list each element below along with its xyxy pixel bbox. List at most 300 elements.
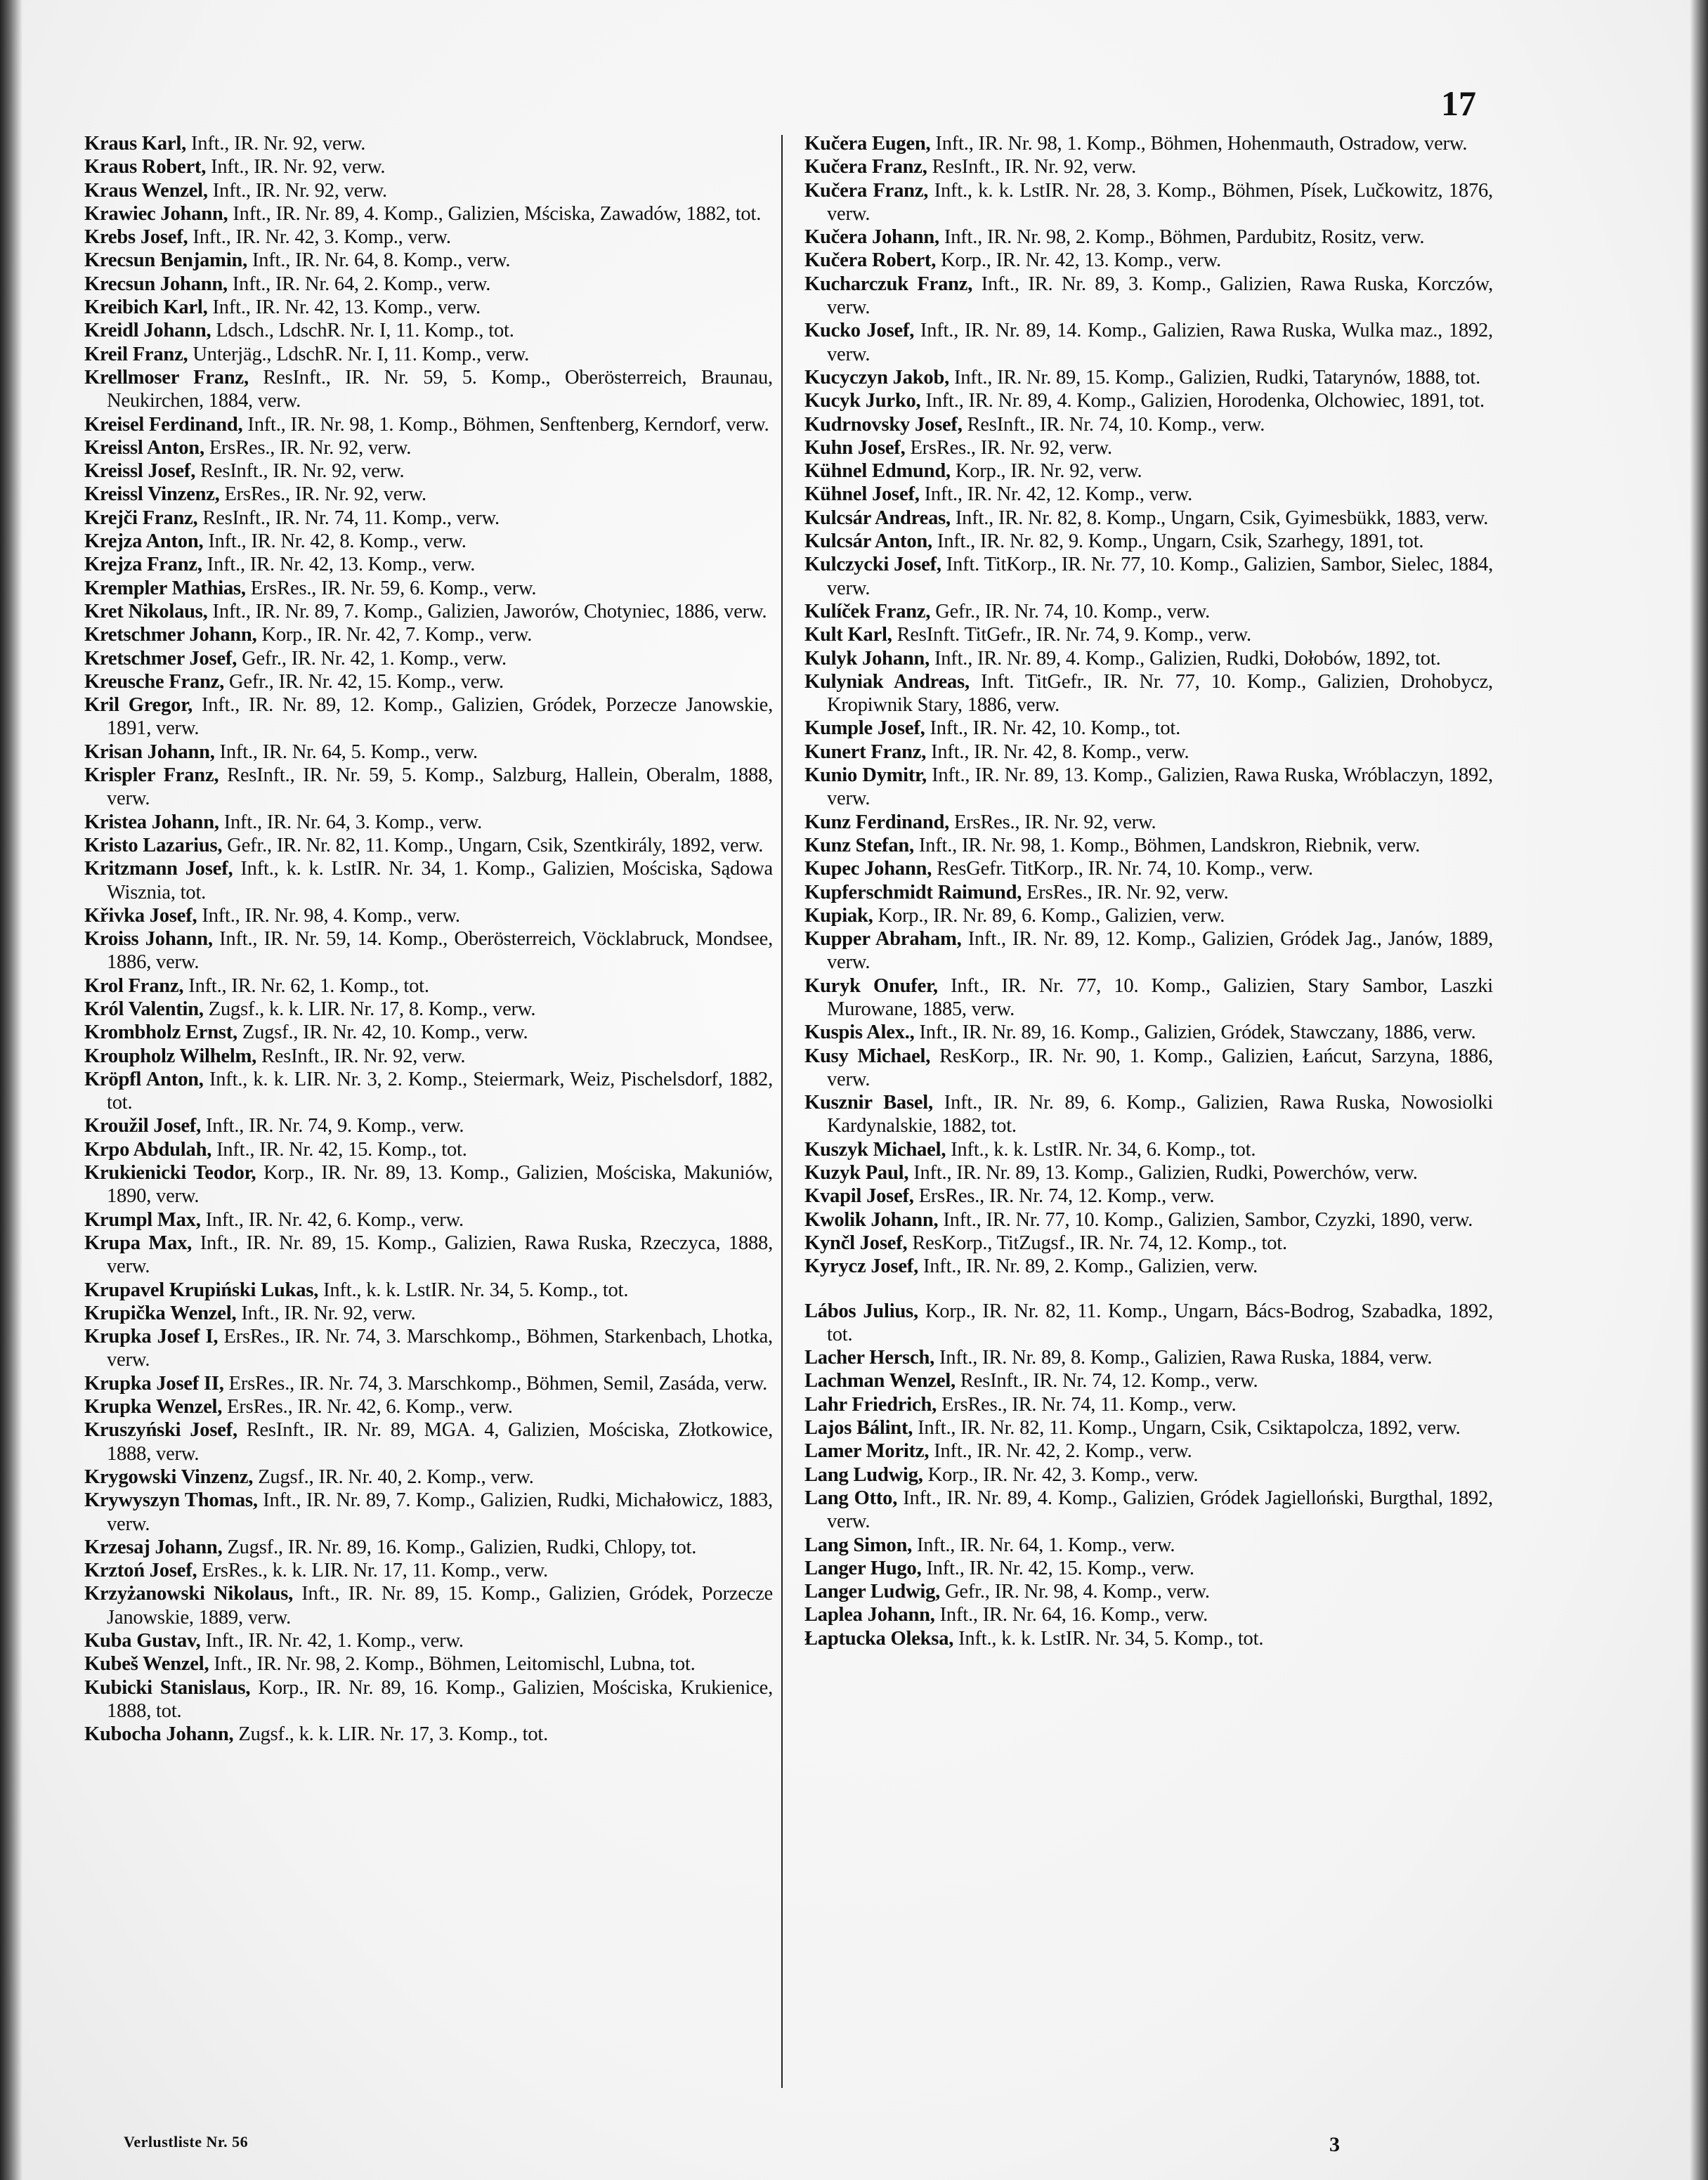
entry-name: Kučera Johann, [804, 226, 939, 249]
entry-details: Inft., IR. Nr. 42, 15. Komp., tot. [216, 1138, 467, 1161]
entry-details: ErsRes., IR. Nr. 74, 11. Komp., verw. [941, 1393, 1237, 1416]
entry-details: Inft., k. k. LstIR. Nr. 34, 5. Komp., tot. [323, 1279, 629, 1301]
entry-details: Korp., IR. Nr. 42, 3. Komp., verw. [927, 1463, 1199, 1486]
entry-details: Gefr., IR. Nr. 74, 10. Komp., verw. [935, 600, 1211, 622]
entry-details: Inft., IR. Nr. 89, 12. Komp., Galizien, Gródek Jag., Janów, 1889, verw. [827, 928, 1493, 974]
list-entry [804, 1138, 1493, 1161]
entry-name: Kučera Franz, [804, 156, 927, 178]
entry-details: Inft., IR. Nr. 92, verw. [190, 133, 366, 155]
entry-name: Lacher Hersch, [804, 1347, 935, 1369]
entry-details: Inft., IR. Nr. 92, verw. [212, 179, 387, 202]
entry-name: Kröpfl Anton, [84, 1068, 204, 1090]
entry-name: Kreil Franz, [84, 343, 188, 365]
list-entry [84, 904, 773, 927]
list-entry [84, 998, 773, 1021]
entry-details: Inft., IR. Nr. 98, 4. Komp., verw. [202, 904, 460, 927]
entry-name: Kupper Abraham, [804, 928, 962, 951]
list-entry [84, 155, 773, 178]
entry-name: Langer Ludwig, [804, 1581, 941, 1603]
entry-name: Krecsun Benjamin, [84, 249, 248, 272]
entry-name: Kühnel Edmund, [804, 460, 951, 483]
entry-name: Kult Karl, [804, 624, 892, 646]
entry-details: ErsRes., IR. Nr. 92, verw. [953, 811, 1156, 833]
list-entry [804, 1463, 1493, 1487]
entry-details: Inft., IR. Nr. 42, 13. Komp., verw. [207, 554, 476, 576]
entry-details: Inft., IR. Nr. 89, 7. Komp., Galizien, Jaworów, Chotyniec, 1886, verw. [212, 600, 767, 622]
entry-details: Inft., IR. Nr. 92, verw. [211, 156, 386, 178]
entry-name: Kunz Stefan, [804, 834, 914, 856]
entry-name: Kvapil Josef, [804, 1185, 914, 1208]
list-entry [804, 366, 1493, 389]
entry-details: ErsRes., IR. Nr. 92, verw. [1026, 881, 1229, 903]
entry-details: Korp., IR. Nr. 89, 16. Komp., Galizien, Mościska, Krukienice, 1888, tot. [107, 1676, 773, 1722]
entry-details: Gefr., IR. Nr. 82, 11. Komp., Ungarn, Csik, Szentkirály, 1892, verw. [227, 834, 764, 856]
entry-details: Korp., IR. Nr. 82, 11. Komp., Ungarn, Bács-Bodrog, Szabadka, 1892, tot. [827, 1300, 1493, 1345]
entry-name: Krywyszyn Thomas, [84, 1489, 258, 1512]
entry-name: Krumpl Max, [84, 1208, 201, 1231]
entry-details: ErsRes., IR. Nr. 74, 3. Marschkomp., Böhmen, Starkenbach, Lhotka, verw. [107, 1326, 773, 1371]
entry-name: Kraus Karl, [84, 133, 187, 155]
entry-details: Inft., IR. Nr. 92, verw. [241, 1302, 416, 1324]
list-entry [804, 507, 1493, 530]
entry-details: ErsRes., IR. Nr. 42, 6. Komp., verw. [227, 1396, 513, 1418]
entry-name: Lábos Julius, [804, 1300, 918, 1322]
entry-name: Kupferschmidt Raimund, [804, 881, 1022, 903]
entry-details: ResInft., IR. Nr. 59, 5. Komp., Oberösterreich, Braunau, Neukirchen, 1884, verw. [107, 366, 773, 412]
entry-details: ResInft., IR. Nr. 74, 12. Komp., verw. [960, 1370, 1258, 1392]
list-entry [804, 1487, 1493, 1534]
list-entry [804, 1627, 1493, 1650]
entry-details: ErsRes., IR. Nr. 92, verw. [910, 436, 1112, 459]
list-entry [84, 319, 773, 342]
entry-details: ErsRes., IR. Nr. 74, 12. Komp., verw. [918, 1185, 1215, 1208]
entry-name: Kristea Johann, [84, 811, 219, 833]
list-entry [84, 1629, 773, 1652]
entry-details: Inft., IR. Nr. 89, 3. Komp., Galizien, Rawa Ruska, Korczów, verw. [827, 273, 1493, 319]
entry-name: Kučera Eugen, [804, 133, 931, 155]
list-entry [804, 1557, 1493, 1580]
entry-name: Kuhn Josef, [804, 436, 906, 459]
entry-details: ResInft., IR. Nr. 92, verw. [261, 1045, 466, 1067]
list-entry [804, 927, 1493, 974]
entry-details: Inft., IR. Nr. 74, 9. Komp., verw. [206, 1115, 464, 1137]
list-entry [804, 1440, 1493, 1463]
entry-details: ResKorp., IR. Nr. 90, 1. Komp., Galizien, Łańcut, Sarzyna, 1886, verw. [827, 1045, 1493, 1090]
list-entry [84, 577, 773, 600]
list-entry [84, 1114, 773, 1137]
list-entry [84, 1652, 773, 1676]
entry-details: Inft., IR. Nr. 89, 15. Komp., Galizien, Rawa Ruska, Rzeczyca, 1888, verw. [107, 1232, 773, 1278]
entry-details: Inft., IR. Nr. 89, 15. Komp., Galizien, Rudki, Tatarynów, 1888, tot. [953, 366, 1481, 389]
entry-name: Kunio Dymitr, [804, 764, 927, 787]
list-entry [804, 1346, 1493, 1369]
entry-name: Kristo Lazarius, [84, 834, 223, 856]
entry-details: Inft., IR. Nr. 89, 15. Komp., Galizien, Gródek, Porzecze Janowskie, 1889, verw. [107, 1583, 773, 1629]
list-entry [804, 249, 1493, 272]
entry-details: Inft., IR. Nr. 82, 8. Komp., Ungarn, Csik, Gyimesbükk, 1883, verw. [955, 507, 1489, 529]
entry-details: Inft. TitKorp., IR. Nr. 77, 10. Komp., Galizien, Sambor, Sielec, 1884, verw. [827, 554, 1494, 599]
entry-name: Kulczycki Josef, [804, 554, 941, 576]
entry-details: Inft., IR. Nr. 42, 8. Komp., verw. [208, 530, 467, 553]
entry-details: Inft., IR. Nr. 42, 2. Komp., verw. [934, 1440, 1192, 1463]
list-entry [804, 811, 1493, 834]
entry-details: Inft., IR. Nr. 98, 1. Komp., Böhmen, Hohenmauth, Ostradow, verw. [935, 133, 1468, 155]
entry-details: Inft., IR. Nr. 42, 13. Komp., verw. [212, 296, 481, 319]
entry-name: Kynčl Josef, [804, 1232, 908, 1254]
footer-signature-mark: 3 [1329, 2133, 1340, 2156]
list-entry [84, 1418, 773, 1466]
list-entry [84, 600, 773, 623]
entry-name: Kreusche Franz, [84, 670, 225, 693]
list-entry [84, 296, 773, 319]
list-entry [804, 1300, 1493, 1347]
list-entry [804, 1208, 1493, 1232]
list-entry [84, 1466, 773, 1489]
list-entry [804, 155, 1493, 178]
list-entry [804, 319, 1493, 366]
list-entry [84, 1208, 773, 1232]
list-entry [804, 974, 1493, 1022]
list-entry [804, 1603, 1493, 1626]
entry-name: Kupiak, [804, 904, 873, 927]
entry-details: Inft., IR. Nr. 42, 6. Komp., verw. [205, 1208, 464, 1231]
list-entry [84, 483, 773, 506]
list-entry [804, 1534, 1493, 1557]
entry-details: Inft., IR. Nr. 82, 11. Komp., Ungarn, Csik, Csiktapolcza, 1892, verw. [918, 1417, 1461, 1440]
list-entry [84, 179, 773, 202]
list-entry [804, 1416, 1493, 1440]
entry-details: Inft., IR. Nr. 82, 9. Komp., Ungarn, Csik, Szarhegy, 1891, tot. [937, 530, 1424, 553]
list-entry [84, 507, 773, 530]
entry-details: Inft., IR. Nr. 98, 2. Komp., Böhmen, Pardubitz, Rositz, verw. [944, 226, 1425, 249]
list-entry [804, 1232, 1493, 1255]
list-entry [84, 834, 773, 857]
entry-name: Krupka Josef II, [84, 1372, 224, 1395]
entry-details: Inft., IR. Nr. 89, 4. Komp., Galizien, Mściska, Zawadów, 1882, tot. [233, 202, 762, 225]
list-entry [84, 132, 773, 155]
entry-name: Kreisel Ferdinand, [84, 413, 243, 436]
entry-name: Krzesaj Johann, [84, 1536, 223, 1558]
entry-details: ResInft. TitGefr., IR. Nr. 74, 9. Komp., verw. [897, 624, 1251, 646]
entry-name: Łaptucka Oleksa, [804, 1627, 954, 1650]
entry-name: Krygowski Vinzenz, [84, 1466, 254, 1488]
footer-list-label: Verlustliste Nr. 56 [124, 2133, 249, 2150]
entry-details: Korp., IR. Nr. 89, 13. Komp., Galizien, Mościska, Makuniów, 1890, verw. [107, 1162, 773, 1208]
entry-details: Inft., k. k. LstIR. Nr. 34, 1. Komp., Galizien, Mościska, Sądowa Wisznia, tot. [107, 858, 773, 903]
entry-details: Unterjäg., LdschR. Nr. I, 11. Komp., verw. [193, 343, 530, 365]
entry-details: Inft. TitGefr., IR. Nr. 77, 10. Komp., Galizien, Drohobycz, Kropiwnik Stary, 1886, verw. [827, 670, 1493, 717]
entry-name: Kwolik Johann, [804, 1208, 939, 1231]
list-entry [84, 202, 773, 226]
entry-name: Kudrnovsky Josef, [804, 413, 963, 436]
entry-details: Gefr., IR. Nr. 42, 1. Komp., verw. [242, 647, 507, 670]
list-entry [804, 389, 1493, 412]
entry-details: ResKorp., TitZugsf., IR. Nr. 74, 12. Komp., tot. [912, 1232, 1287, 1254]
entry-details: Inft., k. k. LstIR. Nr. 28, 3. Komp., Böhmen, Písek, Lučkowitz, 1876, verw. [827, 179, 1493, 225]
entry-name: Krztoń Josef, [84, 1560, 197, 1582]
entry-name: Kulcsár Anton, [804, 530, 932, 553]
entry-name: Krol Franz, [84, 974, 184, 997]
list-entry [804, 600, 1493, 623]
entry-name: Kret Nikolaus, [84, 600, 208, 622]
entry-details: Inft., IR. Nr. 59, 14. Komp., Oberösterreich, Vöcklabruck, Mondsee, 1886, verw. [107, 928, 773, 974]
entry-details: Korp., IR. Nr. 92, verw. [955, 460, 1142, 483]
entry-name: Kreissl Anton, [84, 436, 204, 459]
list-entry [84, 1372, 773, 1395]
list-entry [84, 1325, 773, 1372]
list-entry [84, 670, 773, 693]
entry-details: Gefr., IR. Nr. 98, 4. Komp., verw. [945, 1581, 1210, 1603]
entry-details: Inft., IR. Nr. 64, 5. Komp., verw. [219, 740, 478, 763]
entry-name: Krecsun Johann, [84, 273, 228, 295]
list-entry [804, 623, 1493, 646]
entry-name: Kuszyk Michael, [804, 1138, 946, 1161]
list-entry [84, 1559, 773, 1582]
list-entry [84, 811, 773, 834]
column-divider [781, 135, 783, 2088]
list-entry [84, 436, 773, 459]
entry-details: Inft., IR. Nr. 64, 8. Komp., verw. [252, 249, 511, 272]
list-entry [84, 764, 773, 811]
entry-name: Kubeš Wenzel, [84, 1653, 209, 1676]
entry-name: Lajos Bálint, [804, 1417, 913, 1440]
list-entry [84, 1068, 773, 1115]
entry-details: Inft., IR. Nr. 89, 2. Komp., Galizien, verw. [923, 1255, 1258, 1278]
list-entry [84, 927, 773, 974]
entry-details: Inft., IR. Nr. 98, 1. Komp., Böhmen, Landskron, Riebnik, verw. [918, 834, 1421, 856]
entry-details: Inft., IR. Nr. 42, 3. Komp., verw. [193, 226, 451, 249]
entry-details: ErsRes., IR. Nr. 74, 3. Marschkomp., Böhmen, Semil, Zasáda, verw. [228, 1372, 768, 1395]
list-entry [84, 1723, 773, 1746]
list-entry [84, 857, 773, 904]
entry-name: Kubicki Stanislaus, [84, 1676, 251, 1699]
list-entry [804, 904, 1493, 927]
list-entry [804, 1255, 1493, 1278]
list-entry [804, 459, 1493, 483]
entry-name: Kraus Robert, [84, 156, 207, 178]
list-entry [84, 1582, 773, 1629]
list-entry [804, 483, 1493, 506]
entry-name: Krzyżanowski Nikolaus, [84, 1583, 294, 1605]
list-entry [804, 881, 1493, 904]
list-entry [84, 1279, 773, 1302]
entry-name: Kucyk Jurko, [804, 390, 921, 412]
entry-name: Kritzmann Josef, [84, 858, 233, 880]
entry-name: Krejza Franz, [84, 554, 202, 576]
list-entry [804, 1369, 1493, 1392]
entry-name: Kucyczyn Jakob, [804, 366, 950, 389]
entry-name: Krawiec Johann, [84, 202, 228, 225]
entry-details: ResInft., IR. Nr. 92, verw. [932, 156, 1136, 178]
entry-name: Kubocha Johann, [84, 1723, 234, 1746]
entry-details: Korp., IR. Nr. 42, 13. Komp., verw. [941, 249, 1221, 272]
entry-details: ResGefr. TitKorp., IR. Nr. 74, 10. Komp., verw. [937, 858, 1313, 880]
list-entry [84, 1302, 773, 1325]
list-entry [804, 436, 1493, 459]
entry-name: Langer Hugo, [804, 1557, 922, 1579]
entry-name: Kuspis Alex., [804, 1022, 915, 1044]
entry-details: Inft., IR. Nr. 89, 14. Komp., Galizien, Rawa Ruska, Wulka maz., 1892, verw. [827, 320, 1493, 365]
list-entry [804, 717, 1493, 740]
list-entry [84, 1676, 773, 1723]
entry-details: Zugsf., IR. Nr. 89, 16. Komp., Galizien, Rudki, Chlopy, tot. [227, 1536, 697, 1558]
entry-name: Křivka Josef, [84, 904, 197, 927]
entry-name: Krispler Franz, [84, 764, 219, 787]
entry-name: Kyrycz Josef, [804, 1255, 918, 1278]
entry-name: Kuba Gustav, [84, 1630, 201, 1652]
list-entry [804, 740, 1493, 764]
list-entry [804, 273, 1493, 320]
entry-name: Kroužil Josef, [84, 1115, 202, 1137]
entry-details: Inft., IR. Nr. 64, 3. Komp., verw. [223, 811, 483, 833]
entry-details: ErsRes., IR. Nr. 92, verw. [224, 483, 426, 506]
list-entry [84, 740, 773, 764]
entry-name: Kulyk Johann, [804, 647, 930, 670]
entry-name: Krupa Max, [84, 1232, 193, 1254]
entry-details: Inft., IR. Nr. 42, 8. Komp., verw. [931, 740, 1189, 763]
list-entry [804, 1393, 1493, 1416]
entry-details: Inft., IR. Nr. 89, 12. Komp., Galizien, Gródek, Porzecze Janowskie, 1891, verw. [107, 694, 773, 740]
entry-name: Kusy Michael, [804, 1045, 931, 1067]
list-entry [804, 1045, 1493, 1092]
entry-name: Kulcsár Andreas, [804, 507, 951, 529]
entry-name: Krisan Johann, [84, 740, 215, 763]
entry-details: Inft., IR. Nr. 89, 4. Komp., Galizien, Rudki, Dołobów, 1892, tot. [934, 647, 1441, 670]
page-number: 17 [1441, 84, 1476, 123]
list-entry [84, 273, 773, 296]
entry-name: Kruszyński Josef, [84, 1419, 237, 1442]
entry-name: Kulyniak Andreas, [804, 670, 970, 693]
entry-name: Lamer Moritz, [804, 1440, 930, 1463]
list-entry [84, 647, 773, 670]
entry-name: Krempler Mathias, [84, 577, 246, 599]
list-entry [84, 343, 773, 366]
entry-name: Lang Simon, [804, 1534, 913, 1556]
entry-details: Inft., IR. Nr. 42, 15. Komp., verw. [926, 1557, 1194, 1579]
entry-details: ResInft., IR. Nr. 59, 5. Komp., Salzburg, Hallein, Oberalm, 1888, verw. [107, 764, 773, 810]
entry-name: Kretschmer Johann, [84, 624, 257, 646]
list-entry [84, 226, 773, 249]
entry-name: Kretschmer Josef, [84, 647, 237, 670]
entry-details: Inft., IR. Nr. 77, 10. Komp., Galizien, Stary Sambor, Laszki Murowane, 1885, verw. [827, 974, 1493, 1020]
entry-details: ResInft., IR. Nr. 92, verw. [200, 460, 405, 483]
entry-details: Inft., IR. Nr. 89, 6. Komp., Galizien, Rawa Ruska, Nowosiolki Kardynalskie, 1882, tot. [827, 1092, 1494, 1137]
list-entry [84, 1489, 773, 1536]
entry-name: Kühnel Josef, [804, 483, 920, 506]
entry-details: Inft., IR. Nr. 42, 12. Komp., verw. [924, 483, 1193, 506]
entry-details: Inft., k. k. LstIR. Nr. 34, 5. Komp., tot. [958, 1627, 1264, 1650]
entry-name: Kucko Josef, [804, 320, 915, 342]
entry-details: Inft., k. k. LstIR. Nr. 34, 6. Komp., tot. [951, 1138, 1256, 1161]
entry-name: Kraus Wenzel, [84, 179, 208, 202]
entry-name: Krupka Wenzel, [84, 1396, 223, 1418]
entry-name: Krukienicki Teodor, [84, 1162, 256, 1184]
entry-details: ErsRes., k. k. LIR. Nr. 17, 11. Komp., verw. [202, 1560, 548, 1582]
entry-name: Kusznir Basel, [804, 1092, 933, 1114]
entry-details: Inft., IR. Nr. 64, 16. Komp., verw. [939, 1604, 1208, 1626]
list-entry [804, 553, 1493, 600]
list-entry [804, 1091, 1493, 1138]
entry-name: Kumple Josef, [804, 717, 925, 740]
list-entry [84, 623, 773, 646]
entry-name: Kreibich Karl, [84, 296, 208, 319]
list-entry [84, 249, 773, 272]
list-entry [84, 1021, 773, 1044]
list-entry [804, 1184, 1493, 1208]
entry-name: Kunert Franz, [804, 740, 927, 763]
entry-details: ResInft., IR. Nr. 89, MGA. 4, Galizien, Mościska, Złotkowice, 1888, verw. [107, 1419, 773, 1465]
entry-details: ResInft., IR. Nr. 74, 10. Komp., verw. [967, 413, 1265, 436]
entry-name: Kučera Franz, [804, 179, 929, 202]
right-column [804, 132, 1493, 1650]
entry-name: Kuryk Onufer, [804, 974, 938, 997]
list-entry [804, 530, 1493, 553]
entry-details: Inft., IR. Nr. 89, 4. Komp., Galizien, Horodenka, Olchowiec, 1891, tot. [925, 390, 1485, 412]
entry-details: Korp., IR. Nr. 42, 7. Komp., verw. [261, 624, 533, 646]
list-entry [84, 413, 773, 436]
entry-name: Krupavel Krupiński Lukas, [84, 1279, 319, 1301]
entry-details: ResInft., IR. Nr. 74, 11. Komp., verw. [202, 507, 500, 529]
list-entry [84, 1536, 773, 1559]
list-entry [804, 1580, 1493, 1603]
entry-details: Inft., IR. Nr. 98, 1. Komp., Böhmen, Senftenberg, Kerndorf, verw. [247, 413, 769, 436]
list-entry [804, 834, 1493, 857]
list-entry [84, 366, 773, 413]
entry-name: Lang Ludwig, [804, 1463, 923, 1486]
list-entry [84, 1138, 773, 1161]
entry-name: Kunz Ferdinand, [804, 811, 950, 833]
list-entry [84, 1045, 773, 1068]
list-entry [84, 553, 773, 576]
entry-details: Inft., IR. Nr. 77, 10. Komp., Galizien, Sambor, Czyzki, 1890, verw. [943, 1208, 1473, 1231]
left-column [84, 132, 773, 1746]
list-entry [804, 647, 1493, 670]
entry-name: Lachman Wenzel, [804, 1370, 956, 1392]
entry-details: Zugsf., IR. Nr. 42, 10. Komp., verw. [242, 1022, 528, 1044]
list-entry [804, 670, 1493, 717]
entry-name: Krupička Wenzel, [84, 1302, 237, 1324]
list-entry [84, 693, 773, 740]
entry-name: Kulíček Franz, [804, 600, 931, 622]
entry-name: Kupec Johann, [804, 858, 932, 880]
entry-name: Lang Otto, [804, 1487, 898, 1509]
entry-details: Inft., IR. Nr. 89, 4. Komp., Galizien, Gródek Jagielloński, Burgthal, 1892, verw. [827, 1487, 1493, 1533]
list-entry [84, 1395, 773, 1418]
entry-details: ErsRes., IR. Nr. 59, 6. Komp., verw. [250, 577, 537, 599]
entry-name: Kucharczuk Franz, [804, 273, 973, 295]
list-entry [804, 132, 1493, 155]
list-entry [804, 764, 1493, 811]
entry-name: Lahr Friedrich, [804, 1393, 937, 1416]
entry-details: Inft., IR. Nr. 62, 1. Komp., tot. [188, 974, 429, 997]
entry-details: Zugsf., k. k. LIR. Nr. 17, 8. Komp., verw. [208, 998, 536, 1020]
entry-name: Kreissl Vinzenz, [84, 483, 220, 506]
entry-details: Ldsch., LdschR. Nr. I, 11. Komp., tot. [216, 320, 514, 342]
entry-details: Gefr., IR. Nr. 42, 15. Komp., verw. [229, 670, 504, 693]
entry-details: Zugsf., IR. Nr. 40, 2. Komp., verw. [258, 1466, 534, 1488]
list-entry [84, 530, 773, 553]
entry-details: Inft., IR. Nr. 89, 13. Komp., Galizien, Rawa Ruska, Wróblaczyn, 1892, verw. [827, 764, 1493, 810]
entry-name: Kučera Robert, [804, 249, 937, 272]
entry-name: Krejza Anton, [84, 530, 204, 553]
list-entry [804, 857, 1493, 880]
list-entry [84, 1232, 773, 1279]
entry-name: Kuzyk Paul, [804, 1162, 909, 1184]
entry-details: Inft., IR. Nr. 64, 2. Komp., verw. [232, 273, 491, 295]
entry-name: Kreidl Johann, [84, 320, 211, 342]
entry-name: Laplea Johann, [804, 1604, 935, 1626]
entry-details: ErsRes., IR. Nr. 92, verw. [209, 436, 412, 459]
